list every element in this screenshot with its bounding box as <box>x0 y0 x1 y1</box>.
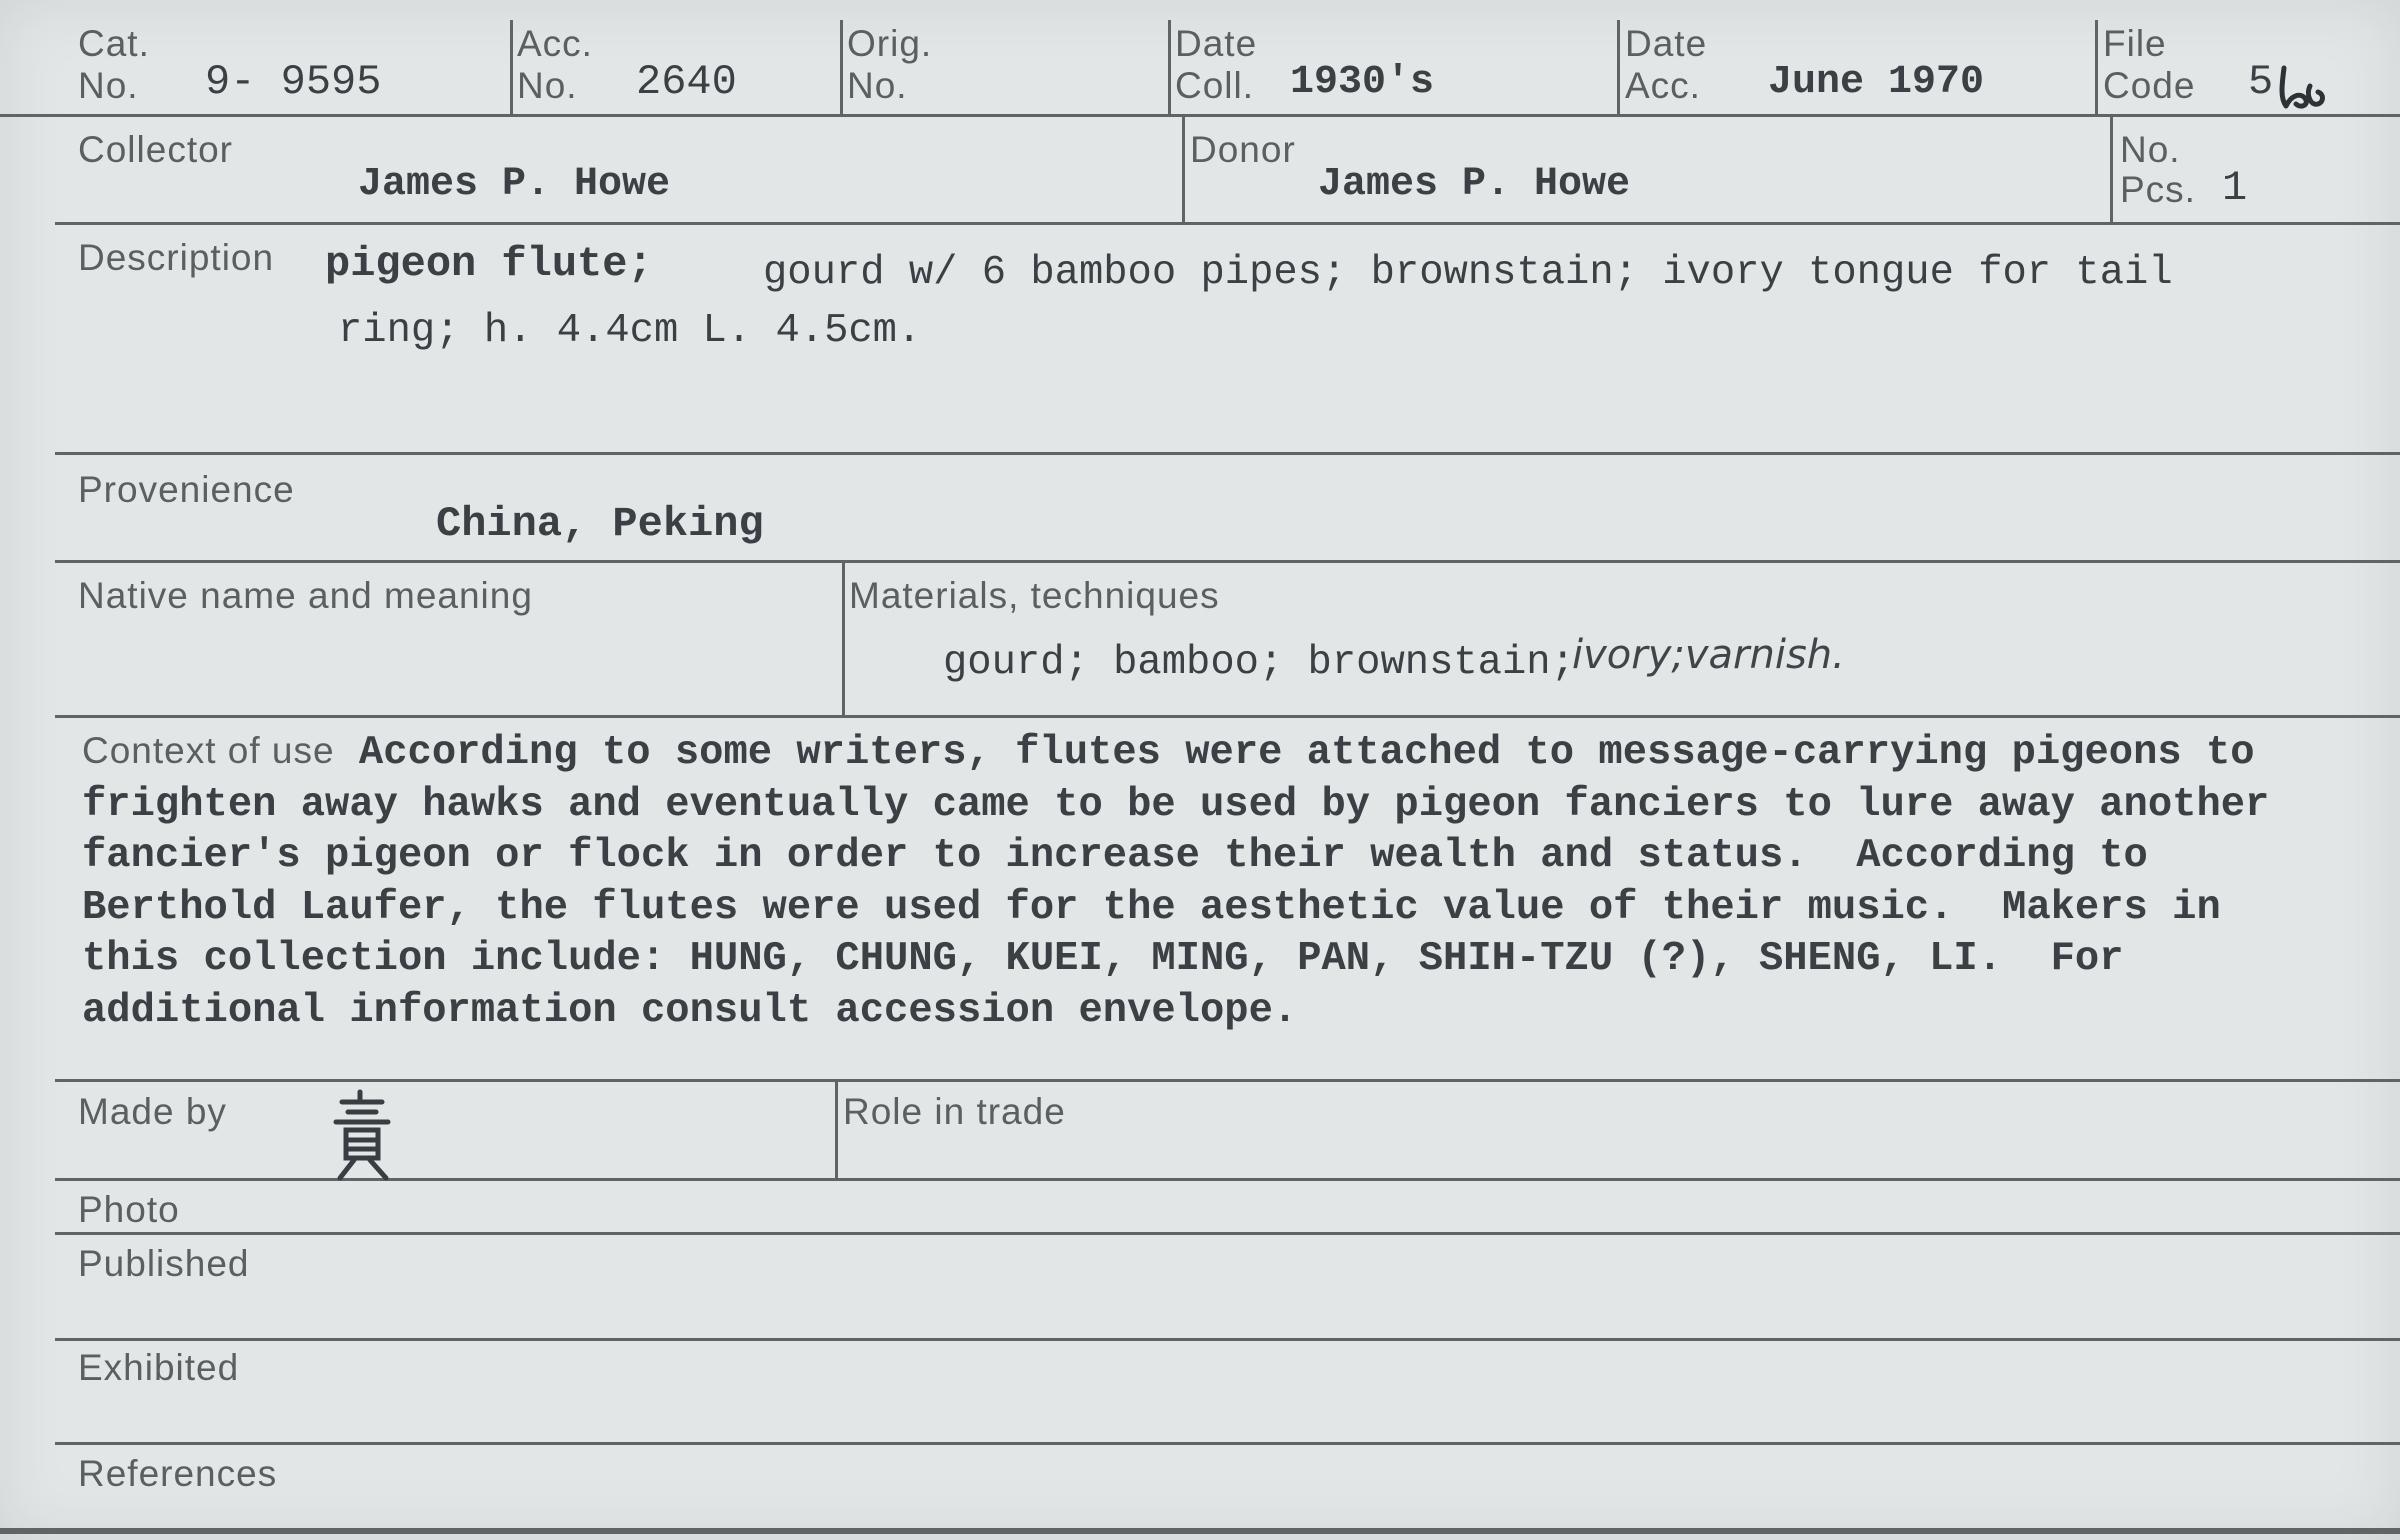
collector-label: Collector <box>78 129 233 170</box>
acc-no-value: 2640 <box>636 58 737 106</box>
date-acc-acc-label: Acc. <box>1625 65 1701 106</box>
rule-v-collector <box>1182 114 1185 224</box>
file-code-value: 5 <box>2248 58 2274 106</box>
rule-v-madeby <box>835 1079 838 1180</box>
rule-v-orig <box>1168 20 1171 116</box>
rule-v-dateacc <box>2095 20 2098 116</box>
context-line-6: additional information consult accession envelope. <box>82 987 1298 1034</box>
file-code-label: Code <box>2103 65 2196 106</box>
rule-native-bottom <box>55 715 2400 718</box>
orig-no-label: No. <box>847 65 908 106</box>
rule-exhibited-bottom <box>55 1442 2400 1445</box>
published-label: Published <box>78 1243 250 1284</box>
chinese-character-mark-icon <box>330 1088 394 1184</box>
cat-no-value: 9- 9595 <box>205 58 382 106</box>
date-acc-label: Date <box>1625 23 1708 64</box>
photo-label: Photo <box>78 1189 180 1230</box>
provenience-label: Provenience <box>78 469 295 510</box>
materials-label: Materials, techniques <box>849 575 1220 616</box>
context-line-2: frighten away hawks and eventually came to be used by pigeon fanciers to lure away another <box>82 781 2270 828</box>
rule-madeby-bottom <box>55 1178 2400 1181</box>
date-coll-label: Date <box>1175 23 1258 64</box>
rule-v-datecoll <box>1617 20 1620 116</box>
rule-provenience-bottom <box>55 560 2400 563</box>
made-by-label: Made by <box>78 1091 227 1132</box>
rule-description-bottom <box>55 452 2400 455</box>
context-line-5: this collection include: HUNG, CHUNG, KUEI, MING, PAN, SHIH-TZU (?), SHENG, LI. For <box>82 936 2124 982</box>
context-section <box>82 725 2382 1037</box>
context-line-4: Berthold Laufer, the flutes were used for the aesthetic value of their music. Makers in <box>82 884 2221 931</box>
orig-label: Orig. <box>847 23 933 64</box>
file-label: File <box>2103 23 2167 64</box>
rule-context-bottom <box>55 1079 2400 1082</box>
handwritten-mark-icon <box>2272 64 2332 112</box>
context-line-1: According to some writers, flutes were attached to message-carrying pigeons to <box>358 730 2255 776</box>
donor-value: James P. Howe <box>1318 162 1631 207</box>
rule-card-bottom <box>0 1528 2400 1534</box>
role-in-trade-label: Role in trade <box>843 1091 1066 1132</box>
rule-v-acc <box>840 20 843 116</box>
materials-handwritten: ivory;varnish. <box>1572 632 1845 678</box>
collector-value: James P. Howe <box>358 162 671 207</box>
rule-published-bottom <box>55 1338 2400 1341</box>
materials-typed: gourd; bamboo; brownstain; <box>943 640 1575 686</box>
native-name-label: Native name and meaning <box>78 575 533 616</box>
pieces-pcs-label: Pcs. <box>2120 169 2196 210</box>
rule-v-donor <box>2110 114 2113 224</box>
donor-label: Donor <box>1190 129 1296 170</box>
rule-v-cat <box>510 20 513 116</box>
exhibited-label: Exhibited <box>78 1347 240 1388</box>
cat-label: Cat. <box>78 23 150 64</box>
description-label: Description <box>78 237 275 278</box>
rule-header-bottom <box>0 114 2400 117</box>
context-line-3: fancier's pigeon or flock in order to increase their wealth and status. According to <box>82 833 2148 879</box>
context-label: Context of use <box>82 730 335 771</box>
description-line-2: ring; h. 4.4cm L. 4.5cm. <box>338 308 922 354</box>
date-coll-coll-label: Coll. <box>1175 65 1255 106</box>
references-label: References <box>78 1453 278 1494</box>
date-acc-value: June 1970 <box>1768 60 1985 105</box>
pieces-no-label: No. <box>2120 129 2181 170</box>
provenience-value: China, Peking <box>436 500 764 548</box>
rule-v-native <box>842 560 845 717</box>
description-title: pigeon flute; <box>325 240 653 288</box>
pieces-value: 1 <box>2222 164 2248 212</box>
acc-label: Acc. <box>517 23 593 64</box>
date-coll-value: 1930's <box>1290 60 1435 105</box>
cat-no-label: No. <box>78 65 139 106</box>
description-line-1: gourd w/ 6 bamboo pipes; brownstain; ivory tongue for tail <box>763 250 2173 296</box>
rule-photo-bottom <box>55 1232 2400 1235</box>
rule-collector-bottom <box>55 222 2400 225</box>
acc-no-label: No. <box>517 65 578 106</box>
